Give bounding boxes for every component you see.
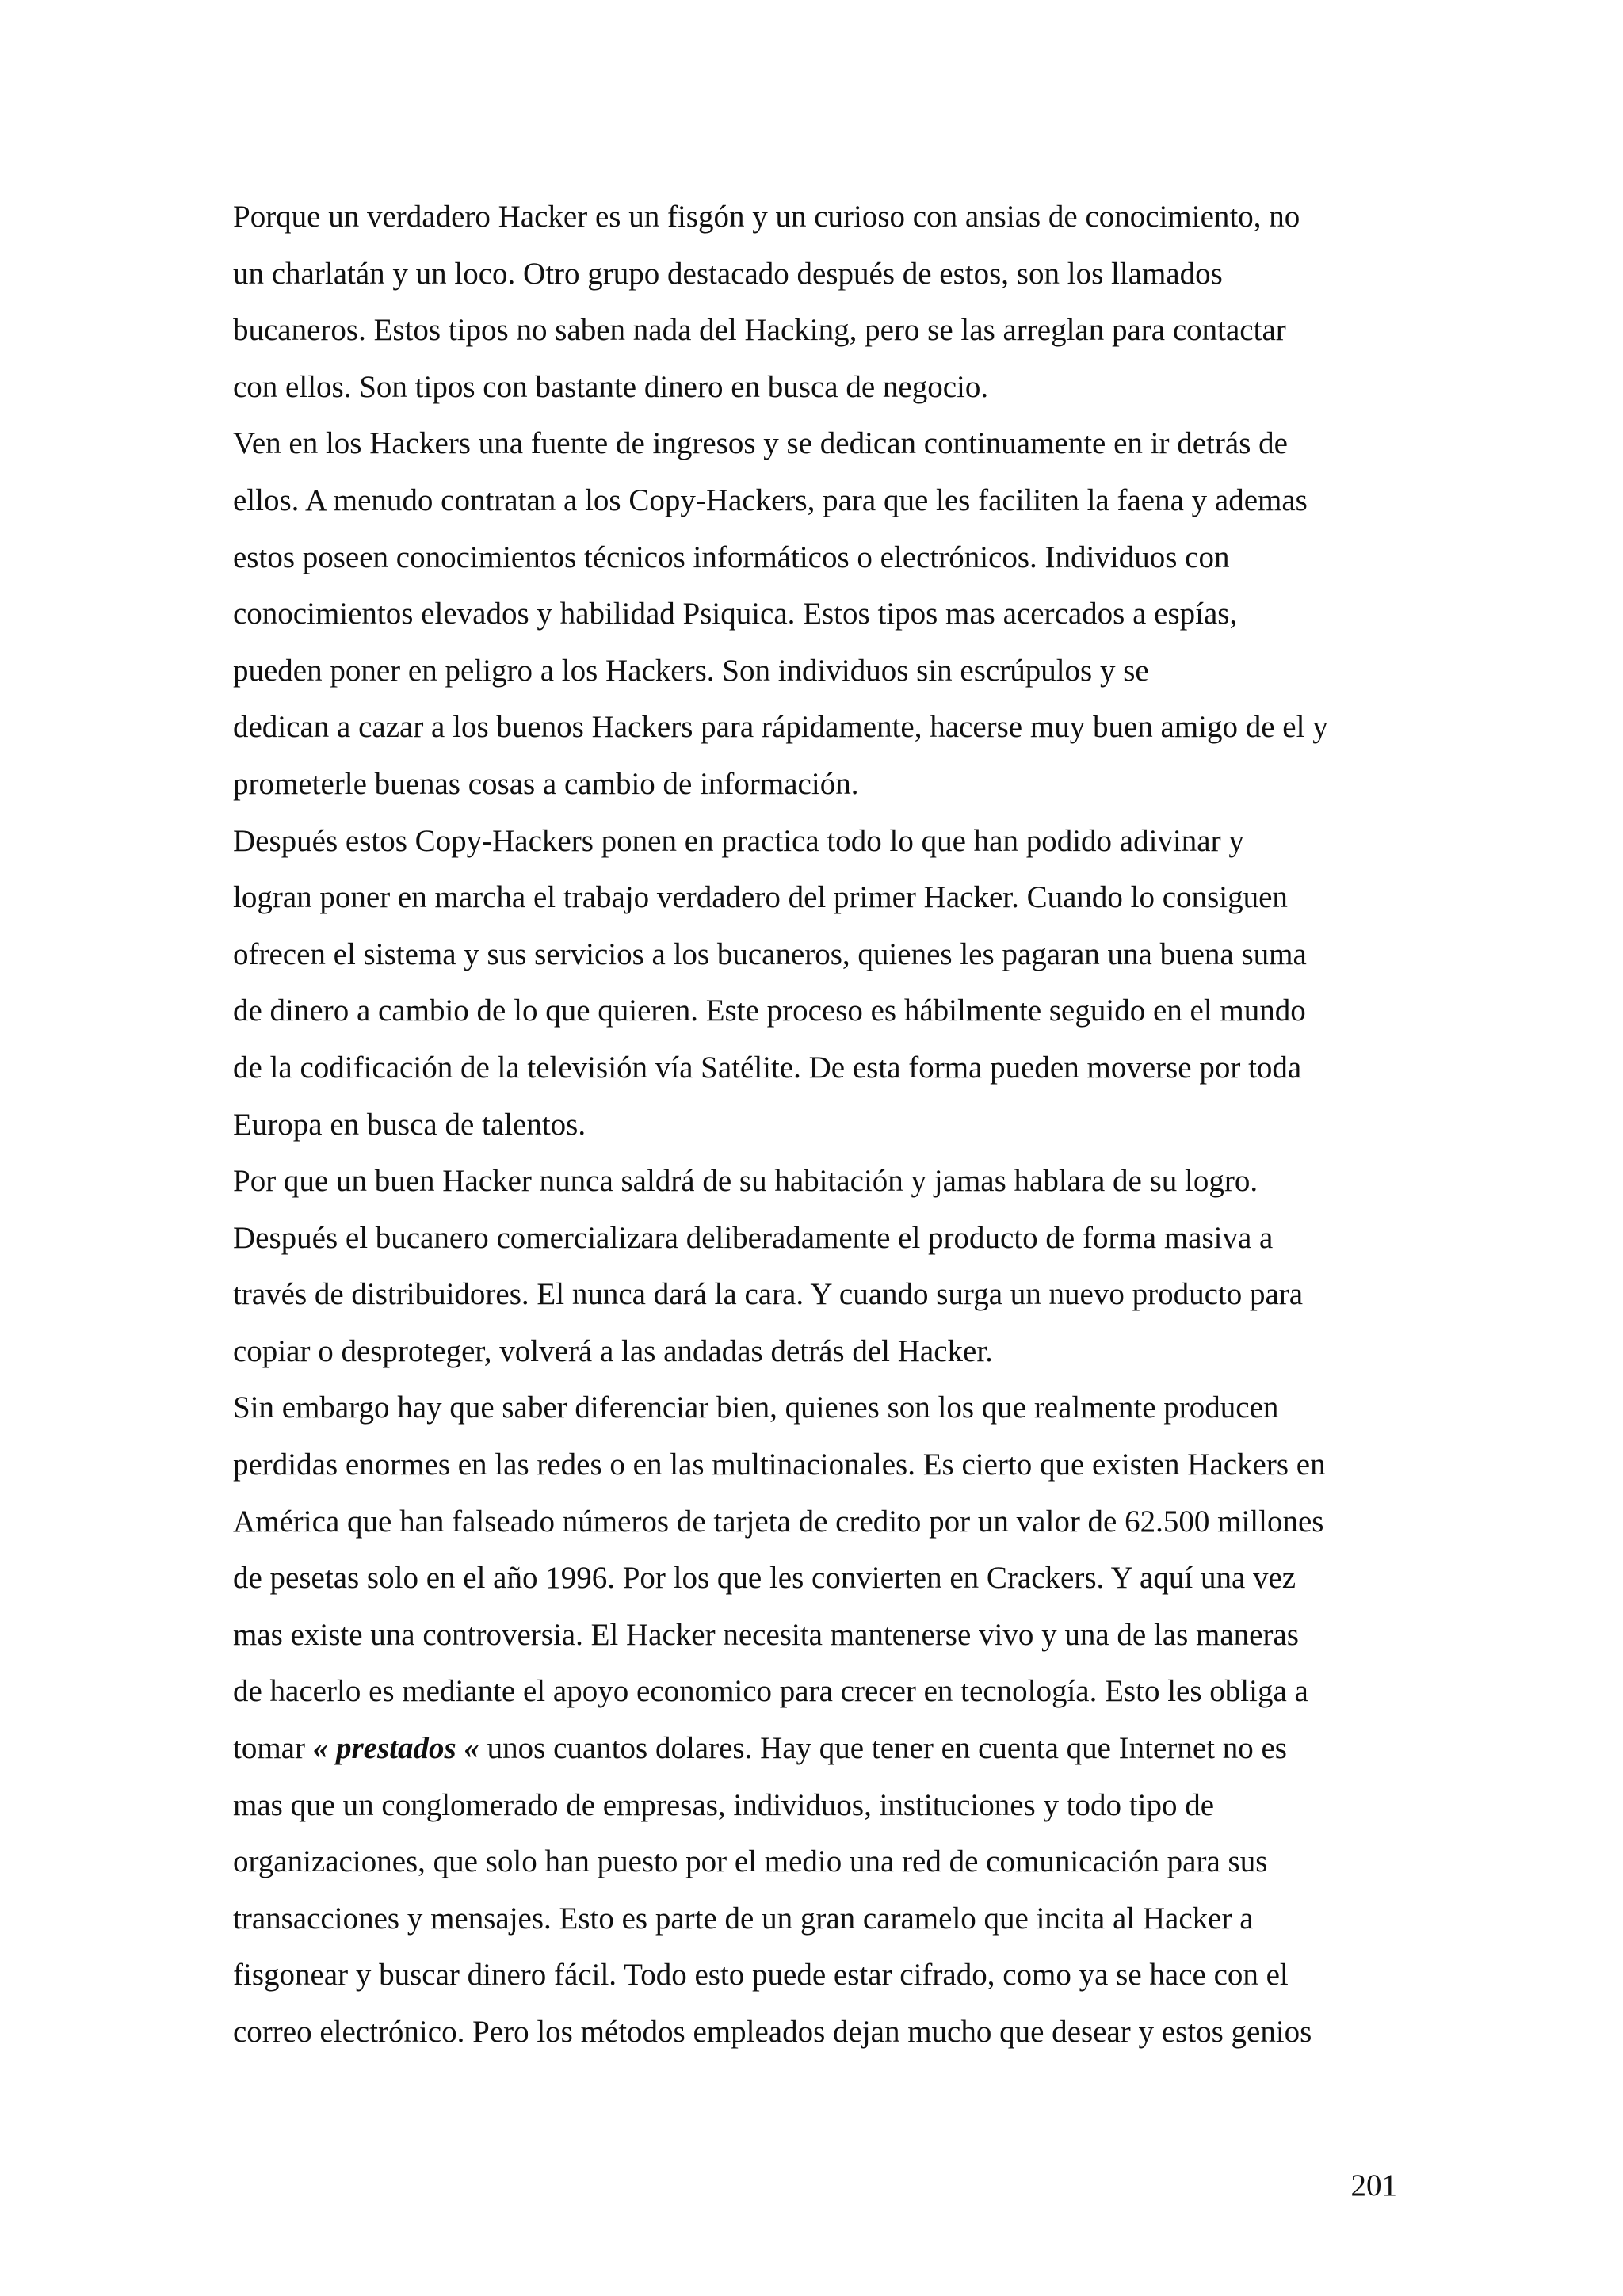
text-line: dedican a cazar a los buenos Hackers para rápidamente, hacerse muy buen amigo de el y	[233, 710, 1328, 745]
text-line: correo electrónico. Pero los métodos empleados dejan mucho que desear y estos genios	[233, 2015, 1312, 2049]
text-line: de dinero a cambio de lo que quieren. Este proceso es hábilmente seguido en el mundo	[233, 994, 1306, 1028]
text-line: Después el bucanero comercializara deliberadamente el producto de forma masiva a	[233, 1220, 1274, 1255]
text-line: de la codificación de la televisión vía Satélite. De esta forma pueden moverse por toda	[233, 1050, 1302, 1085]
text-line: copiar o desproteger, volverá a las andadas detrás del Hacker.	[233, 1333, 993, 1368]
text-line: Sin embargo hay que saber diferenciar bien, quienes son los que realmente producen	[233, 1390, 1279, 1425]
text-segment: unos cuantos dolares. Hay que tener en cuenta que Internet no es	[479, 1731, 1287, 1766]
text-line: de hacerlo es mediante el apoyo economico para crecer en tecnología. Esto les obliga a	[233, 1674, 1308, 1709]
text-line: ofrecen el sistema y sus servicios a los bucaneros, quienes les pagaran una buena suma	[233, 936, 1307, 971]
text-line: de pesetas solo en el año 1996. Por los que les convierten en Crackers. Y aquí una vez	[233, 1561, 1296, 1596]
text-line: Europa en busca de talentos.	[233, 1107, 586, 1142]
text-line: mas que un conglomerado de empresas, individuos, instituciones y todo tipo de	[233, 1787, 1215, 1822]
text-line: Porque un verdadero Hacker es un fisgón y un curioso con ansias de conocimiento, no	[233, 200, 1300, 234]
text-line: América que han falseado números de tarjeta de credito por un valor de 62.500 millones	[233, 1504, 1324, 1539]
text-line: fisgonear y buscar dinero fácil. Todo esto puede estar cifrado, como ya se hace con el	[233, 1958, 1289, 1993]
text-line: organizaciones, que solo han puesto por el medio una red de comunicación para sus	[233, 1844, 1268, 1879]
text-line-with-emphasis	[233, 1720, 1422, 1777]
text-line: mas existe una controversia. El Hacker necesita mantenerse vivo y una de las maneras	[233, 1617, 1299, 1652]
text-line: ellos. A menudo contratan a los Copy-Hackers, para que les faciliten la faena y ademas	[233, 482, 1308, 517]
text-line: bucaneros. Estos tipos no saben nada del Hacking, pero se las arreglan para contactar	[233, 313, 1286, 348]
text-line: conocimientos elevados y habilidad Psiquica. Estos tipos mas acercados a espías,	[233, 597, 1238, 631]
page-number: 201	[1350, 2168, 1397, 2203]
text-line: estos poseen conocimientos técnicos informáticos o electrónicos. Individuos con	[233, 540, 1230, 574]
text-line: Ven en los Hackers una fuente de ingresos y se dedican continuamente en ir detrás de	[233, 426, 1288, 461]
emphasis-prestados: « prestados «	[312, 1731, 479, 1766]
text-line: con ellos. Son tipos con bastante dinero en busca de negocio.	[233, 369, 989, 404]
text-line: Por que un buen Hacker nunca saldrá de su habitación y jamas hablara de su logro.	[233, 1164, 1258, 1199]
text-line: pueden poner en peligro a los Hackers. Son individuos sin escrúpulos y se	[233, 653, 1149, 688]
text-line: través de distribuidores. El nunca dará la cara. Y cuando surga un nuevo producto para	[233, 1277, 1304, 1312]
text-line: prometerle buenas cosas a cambio de información.	[233, 766, 859, 801]
body-text	[233, 189, 1422, 2061]
text-line: perdidas enormes en las redes o en las multinacionales. Es cierto que existen Hackers en	[233, 1447, 1326, 1482]
text-line: logran poner en marcha el trabajo verdadero del primer Hacker. Cuando lo consiguen	[233, 880, 1288, 915]
text-segment: tomar	[233, 1731, 313, 1766]
text-line: Después estos Copy-Hackers ponen en practica todo lo que han podido adivinar y	[233, 823, 1244, 858]
text-line: un charlatán y un loco. Otro grupo destacado después de estos, son los llamados	[233, 256, 1223, 291]
text-line: transacciones y mensajes. Esto es parte de un gran caramelo que incita al Hacker a	[233, 1901, 1254, 1936]
